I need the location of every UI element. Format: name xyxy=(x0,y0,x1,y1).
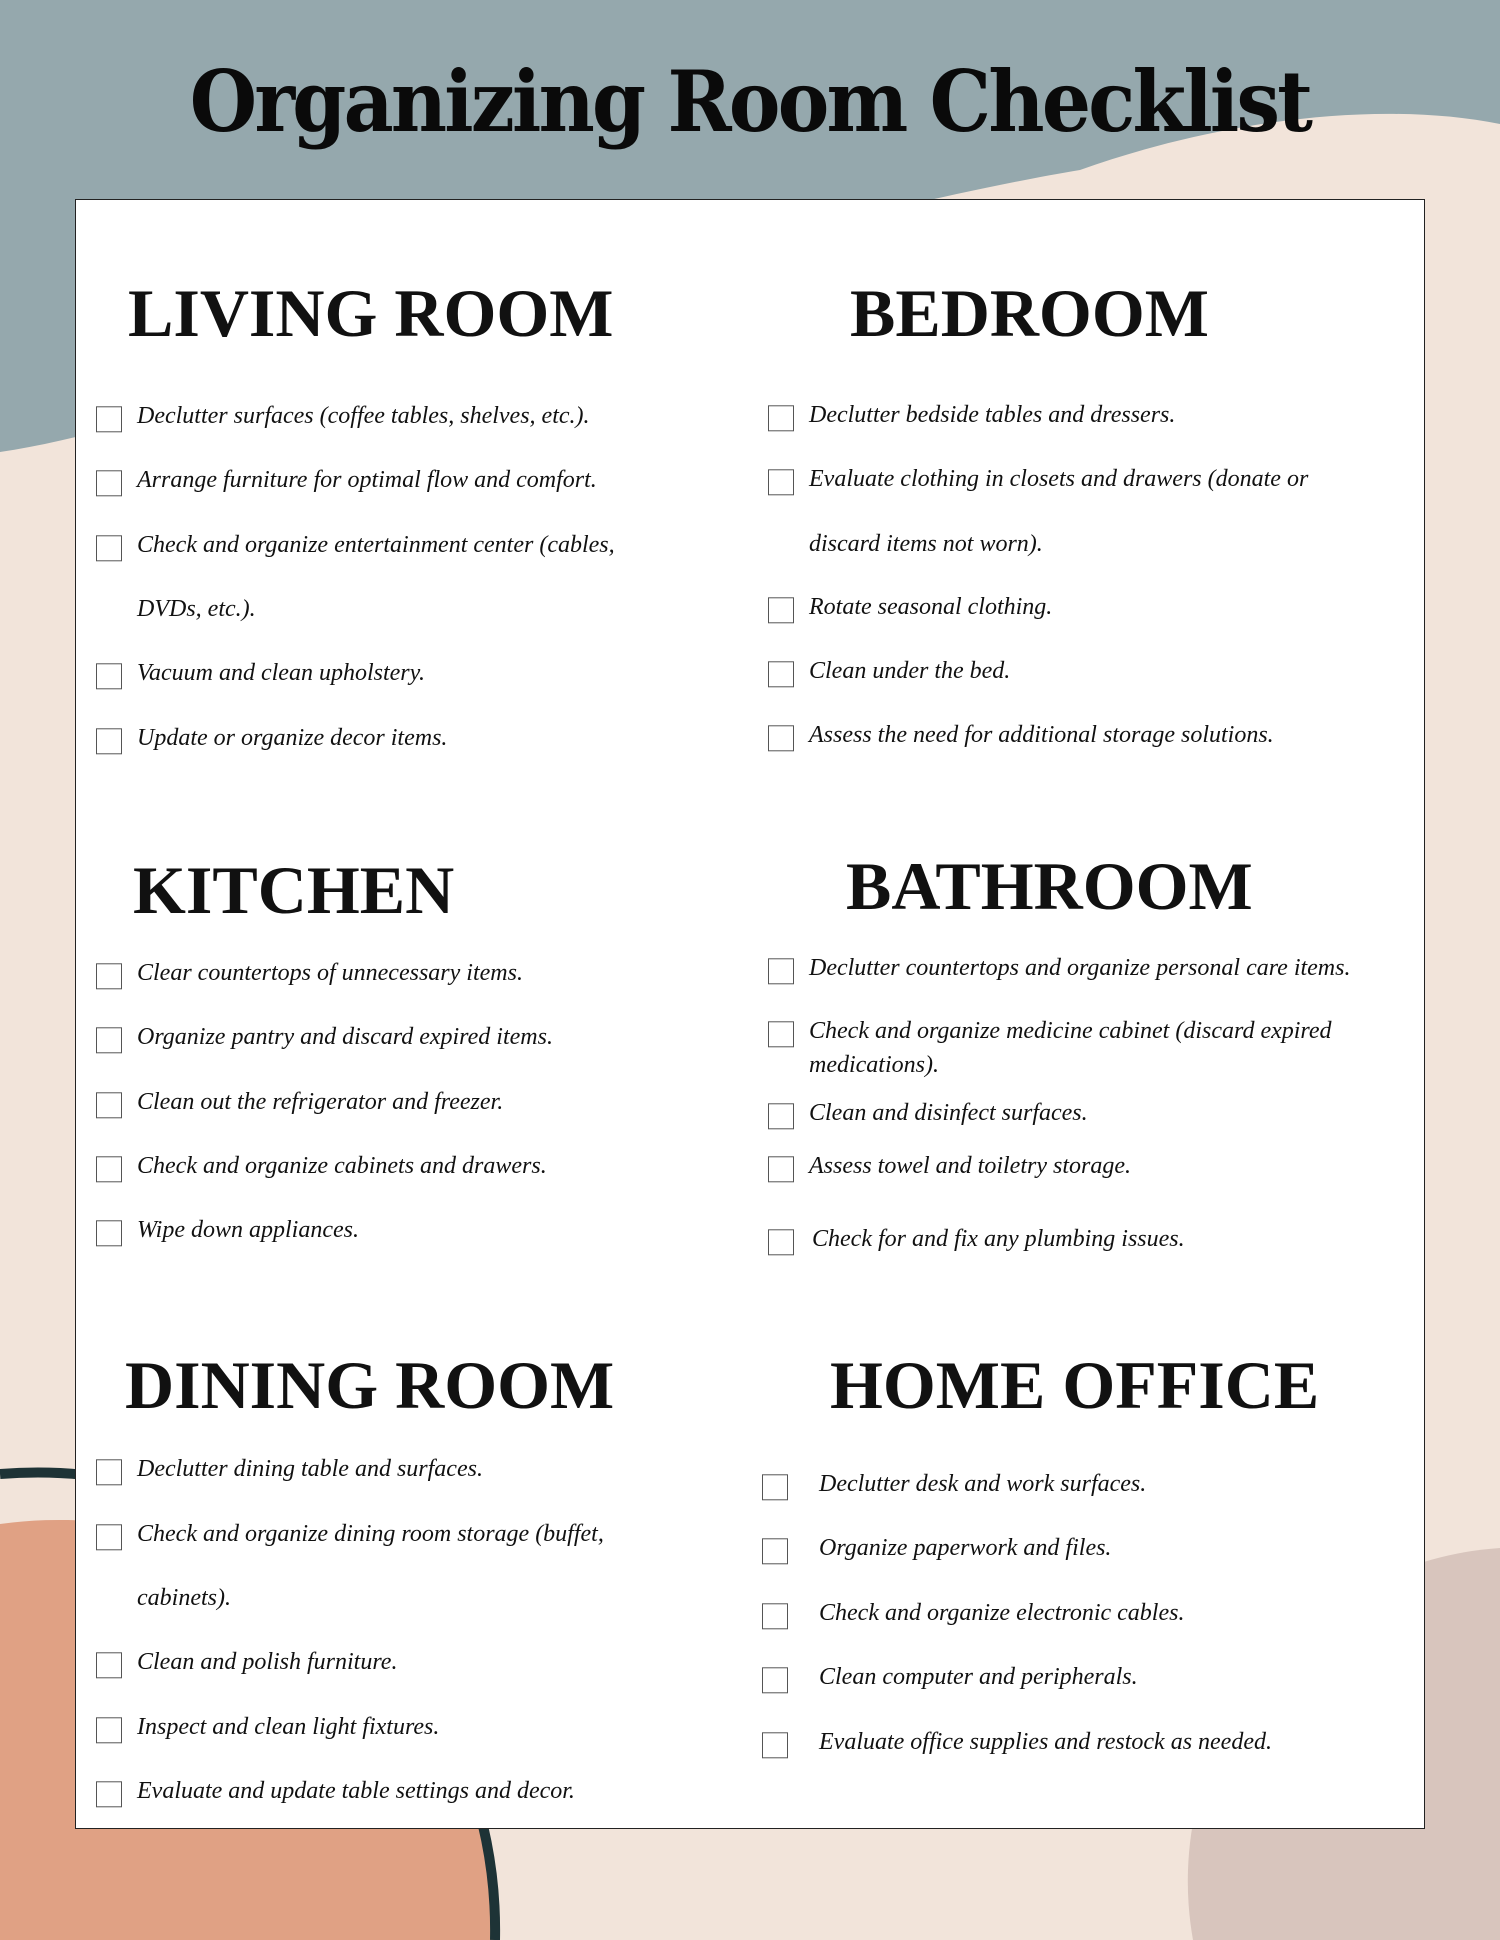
checklist-item-text: cabinets). xyxy=(137,1585,231,1612)
checklist-item-text: Declutter dining table and surfaces. xyxy=(137,1456,483,1483)
checklist-item-text: Evaluate clothing in closets and drawers (donate or xyxy=(809,466,1309,493)
checklist-item-text: Organize pantry and discard expired items. xyxy=(137,1024,553,1051)
checklist-item-text: Assess towel and toiletry storage. xyxy=(809,1153,1131,1180)
checkbox-living-room-1[interactable] xyxy=(96,406,122,432)
checkbox-bedroom-5[interactable] xyxy=(768,725,794,751)
checkbox-home-office-5[interactable] xyxy=(762,1732,788,1758)
checklist-item-text: Wipe down appliances. xyxy=(137,1217,359,1244)
checkbox-dining-room-3[interactable] xyxy=(96,1652,122,1678)
checkbox-living-room-2[interactable] xyxy=(96,470,122,496)
checkbox-home-office-3[interactable] xyxy=(762,1603,788,1629)
checklist-item-text: Check for and fix any plumbing issues. xyxy=(812,1226,1185,1253)
section-heading-home-office: HOME OFFICE xyxy=(830,1347,1320,1423)
checkbox-home-office-2[interactable] xyxy=(762,1538,788,1564)
checklist-item-text: Check and organize cabinets and drawers. xyxy=(137,1153,547,1180)
checklist-item-text: Clean under the bed. xyxy=(809,658,1011,685)
checkbox-kitchen-2[interactable] xyxy=(96,1027,122,1053)
checklist-item-text: DVDs, etc.). xyxy=(137,596,256,623)
checklist-item-text: Organize paperwork and files. xyxy=(819,1535,1112,1562)
checkbox-kitchen-3[interactable] xyxy=(96,1092,122,1118)
checkbox-living-room-4[interactable] xyxy=(96,663,122,689)
checkbox-bedroom-4[interactable] xyxy=(768,661,794,687)
checklist-item-text: Rotate seasonal clothing. xyxy=(809,594,1053,621)
page-title: Organizing Room Checklist xyxy=(189,52,1311,151)
checklist-item-text: Clean and disinfect surfaces. xyxy=(809,1100,1088,1127)
checkbox-bedroom-2[interactable] xyxy=(768,469,794,495)
checklist-item-text: Clean computer and peripherals. xyxy=(819,1664,1138,1691)
section-heading-kitchen: KITCHEN xyxy=(133,852,455,928)
checklist-card xyxy=(75,199,1425,1829)
checklist-item-text: Check and organize medicine cabinet (discard expired xyxy=(809,1018,1332,1045)
checklist-item-text: Check and organize electronic cables. xyxy=(819,1600,1185,1627)
checklist-item-text: Evaluate and update table settings and decor. xyxy=(137,1778,575,1805)
checklist-item-text: Declutter bedside tables and dressers. xyxy=(809,402,1176,429)
section-heading-bathroom: BATHROOM xyxy=(846,848,1253,924)
checkbox-bathroom-1[interactable] xyxy=(768,958,794,984)
checkbox-dining-room-2[interactable] xyxy=(96,1524,122,1550)
checkbox-living-room-5[interactable] xyxy=(96,728,122,754)
checklist-item-text: Clean and polish furniture. xyxy=(137,1649,398,1676)
checklist-item-text: Clean out the refrigerator and freezer. xyxy=(137,1089,504,1116)
checklist-item-text: Check and organize dining room storage (buffet, xyxy=(137,1521,604,1548)
checklist-item-text: Check and organize entertainment center (cables, xyxy=(137,532,615,559)
checkbox-dining-room-5[interactable] xyxy=(96,1781,122,1807)
checkbox-bathroom-4[interactable] xyxy=(768,1156,794,1182)
section-heading-dining-room: DINING ROOM xyxy=(125,1347,615,1423)
checklist-item-text: Assess the need for additional storage solutions. xyxy=(809,722,1274,749)
checkbox-bedroom-1[interactable] xyxy=(768,405,794,431)
section-heading-living-room: LIVING ROOM xyxy=(128,275,614,351)
checklist-item-text: Arrange furniture for optimal flow and comfort. xyxy=(137,467,597,494)
checklist-item-text: Inspect and clean light fixtures. xyxy=(137,1714,440,1741)
checklist-item-text: Declutter countertops and organize personal care items. xyxy=(809,955,1351,982)
checkbox-bathroom-2[interactable] xyxy=(768,1021,794,1047)
checklist-item-text: Declutter desk and work surfaces. xyxy=(819,1471,1147,1498)
checkbox-kitchen-4[interactable] xyxy=(96,1156,122,1182)
checklist-item-text: medications). xyxy=(809,1052,939,1079)
checklist-item-text: Clear countertops of unnecessary items. xyxy=(137,960,523,987)
checkbox-dining-room-4[interactable] xyxy=(96,1717,122,1743)
checklist-item-text: discard items not worn). xyxy=(809,531,1043,558)
checkbox-living-room-3[interactable] xyxy=(96,535,122,561)
checkbox-kitchen-1[interactable] xyxy=(96,963,122,989)
checkbox-dining-room-1[interactable] xyxy=(96,1459,122,1485)
checkbox-bedroom-3[interactable] xyxy=(768,597,794,623)
checklist-item-text: Evaluate office supplies and restock as needed. xyxy=(819,1729,1272,1756)
checkbox-bathroom-3[interactable] xyxy=(768,1103,794,1129)
checkbox-home-office-1[interactable] xyxy=(762,1474,788,1500)
checklist-item-text: Vacuum and clean upholstery. xyxy=(137,660,425,687)
checklist-item-text: Update or organize decor items. xyxy=(137,725,448,752)
checklist-item-text: Declutter surfaces (coffee tables, shelves, etc.). xyxy=(137,403,590,430)
section-heading-bedroom: BEDROOM xyxy=(850,275,1209,351)
checkbox-kitchen-5[interactable] xyxy=(96,1220,122,1246)
checkbox-bathroom-5[interactable] xyxy=(768,1229,794,1255)
checkbox-home-office-4[interactable] xyxy=(762,1667,788,1693)
